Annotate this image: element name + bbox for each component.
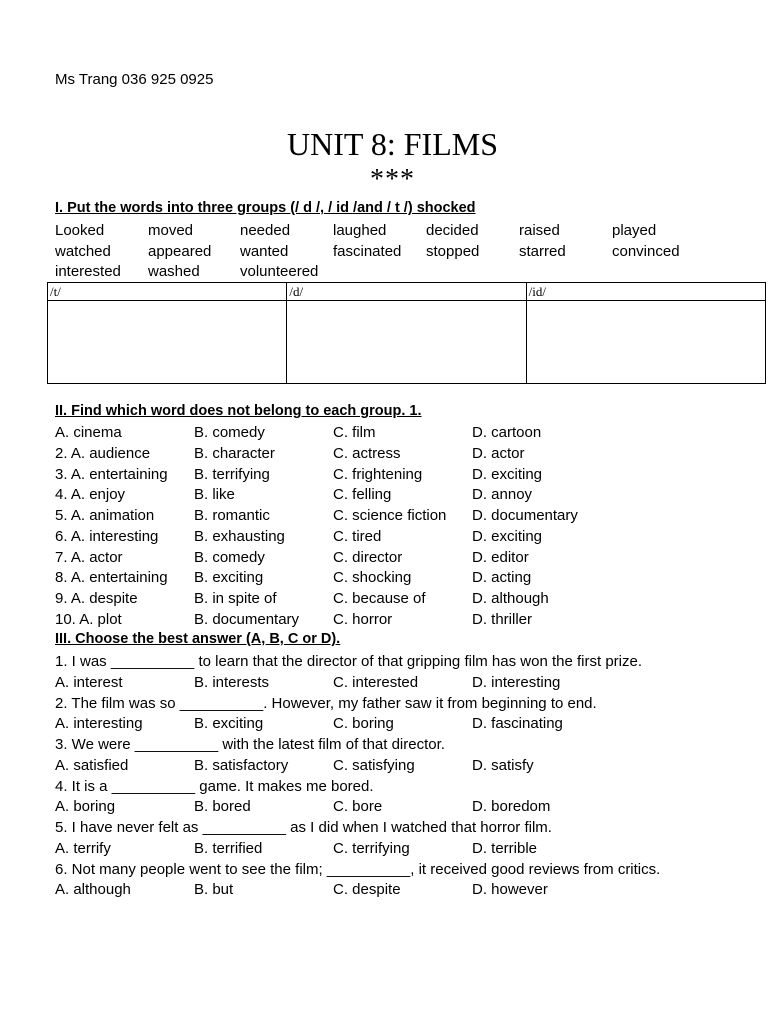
odd-word-row-cell: D. thriller [472,610,533,628]
word-row-cell: starred [519,242,566,260]
question-text: 2. The film was so __________. However, my father saw it from beginning to end. [55,694,597,712]
answer-options-cell: A. boring [55,798,116,816]
odd-word-row-cell: D. documentary [472,507,578,524]
section-1-heading: I. Put the words into three groups (/ d /, / id /and / t /) shocked [55,200,476,216]
odd-word-row-cell: B. like [194,486,235,504]
odd-word-row-cell: 8. A. entertaining [55,569,168,587]
word-row-cell: interested [55,263,121,280]
odd-word-row-cell: C. shocking [333,569,412,587]
answer-options-cell: D. fascinating [472,715,563,733]
answer-options-cell: C. terrifying [333,839,410,857]
odd-word-row-cell: D. cartoon [472,424,542,441]
column-header-id: /id/ [526,283,765,301]
teacher-contact: Ms Trang 036 925 0925 [55,71,214,88]
answer-options-cell: B. bored [194,798,251,816]
odd-word-row-cell: 3. A. entertaining [55,465,168,483]
word-row-cell: washed [148,263,200,280]
answer-options-cell: B. exciting [194,715,264,733]
answer-options-cell: A. terrify [55,839,111,857]
answer-cell-d[interactable] [287,301,526,384]
odd-word-row-cell: 2. A. audience [55,444,151,462]
answer-options-cell: C. interested [333,673,419,691]
answer-options-cell: B. satisfactory [194,756,289,774]
odd-word-row-cell: B. comedy [194,548,265,566]
odd-word-row-cell: D. exciting [472,465,543,483]
odd-word-row-cell: C. felling [333,486,392,504]
odd-word-row-cell: C. frightening [333,465,423,483]
word-row-cell: volunteered [240,263,319,280]
question-text: 6. Not many people went to see the film; __________, it received good reviews from critics. [55,860,661,878]
odd-word-row-cell: D. editor [472,548,529,566]
word-row-cell: wanted [240,242,289,260]
answer-options-cell: B. interests [194,673,270,691]
answer-options-cell: A. interest [55,673,123,691]
answer-options-cell: D. however [472,881,548,899]
question-text: 3. We were __________ with the latest film of that director. [55,736,445,753]
odd-word-row-cell: D. annoy [472,486,533,504]
odd-word-row-cell: B. in spite of [194,590,277,607]
odd-word-row-cell: B. comedy [194,424,265,441]
word-row-cell: needed [240,222,291,239]
word-row-cell: convinced [612,242,680,260]
odd-word-row-cell: 10. A. plot [55,610,122,628]
odd-word-row-cell: D. actor [472,444,525,462]
word-row-cell: played [612,222,657,239]
odd-word-row-cell: B. character [194,444,275,462]
odd-word-row-cell: A. cinema [55,424,122,441]
answer-cell-id[interactable] [526,301,765,384]
answer-options-cell: D. satisfy [472,756,534,774]
answer-cell-t[interactable] [48,301,287,384]
word-row-cell: decided [426,222,479,239]
odd-word-row-cell: 7. A. actor [55,548,123,566]
odd-word-row-cell: B. exciting [194,569,264,587]
answer-options-cell: A. interesting [55,715,143,733]
answer-options-cell: C. bore [333,798,383,816]
odd-word-row-cell: B. terrifying [194,465,270,483]
odd-word-row-cell: D. although [472,590,549,607]
question-text: 4. It is a __________ game. It makes me bored. [55,777,374,795]
word-row-cell: stopped [426,242,480,260]
column-header-d: /d/ [287,283,526,301]
odd-word-row-cell: 5. A. animation [55,507,155,524]
word-row-cell: Looked [55,222,105,239]
odd-word-row-cell: 9. A. despite [55,590,138,607]
answer-options-cell: C. despite [333,881,401,899]
odd-word-row-cell: D. acting [472,569,532,587]
word-row-cell: fascinated [333,242,402,260]
word-row-cell: moved [148,222,194,239]
section-3-heading: III. Choose the best answer (A, B, C or D). [55,631,341,647]
answer-options-cell: B. terrified [194,839,263,857]
answer-options-cell: D. terrible [472,839,538,857]
word-row-cell: laughed [333,222,387,239]
odd-word-row-cell: B. documentary [194,610,300,628]
odd-word-row-cell: C. film [333,424,376,441]
word-row-cell: raised [519,222,560,239]
odd-word-row-cell: C. director [333,548,403,566]
answer-options-cell: A. although [55,881,131,899]
question-text: 1. I was __________ to learn that the director of that gripping film has won the first prize. [55,653,642,670]
odd-word-row-cell: B. romantic [194,507,270,524]
odd-word-row-cell: C. because of [333,590,426,607]
odd-word-row-cell: 4. A. enjoy [55,486,126,504]
word-row-cell: watched [55,242,111,260]
odd-word-row-cell: D. exciting [472,527,543,545]
odd-word-row-cell: C. actress [333,444,401,462]
section-2-heading: II. Find which word does not belong to each group. 1. [55,403,422,419]
answer-options-cell: B. but [194,881,234,899]
odd-word-row-cell: C. horror [333,610,393,628]
answer-options-cell: A. satisfied [55,756,129,774]
answer-options-cell: C. satisfying [333,756,415,774]
odd-word-row-cell: C. tired [333,527,382,545]
answer-options-cell: D. boredom [472,798,551,816]
title-decoration: *** [370,164,415,195]
question-text: 5. I have never felt as __________ as I did when I watched that horror film. [55,819,552,836]
answer-options-cell: C. boring [333,715,394,733]
column-header-t: /t/ [48,283,287,301]
sound-groups-table [47,282,766,384]
odd-word-row-cell: 6. A. interesting [55,527,159,545]
unit-title: UNIT 8: FILMS [287,126,498,162]
odd-word-row-cell: B. exhausting [194,527,285,545]
odd-word-row-cell: C. science fiction [333,507,447,524]
answer-options-cell: D. interesting [472,673,561,691]
word-row-cell: appeared [148,242,212,260]
